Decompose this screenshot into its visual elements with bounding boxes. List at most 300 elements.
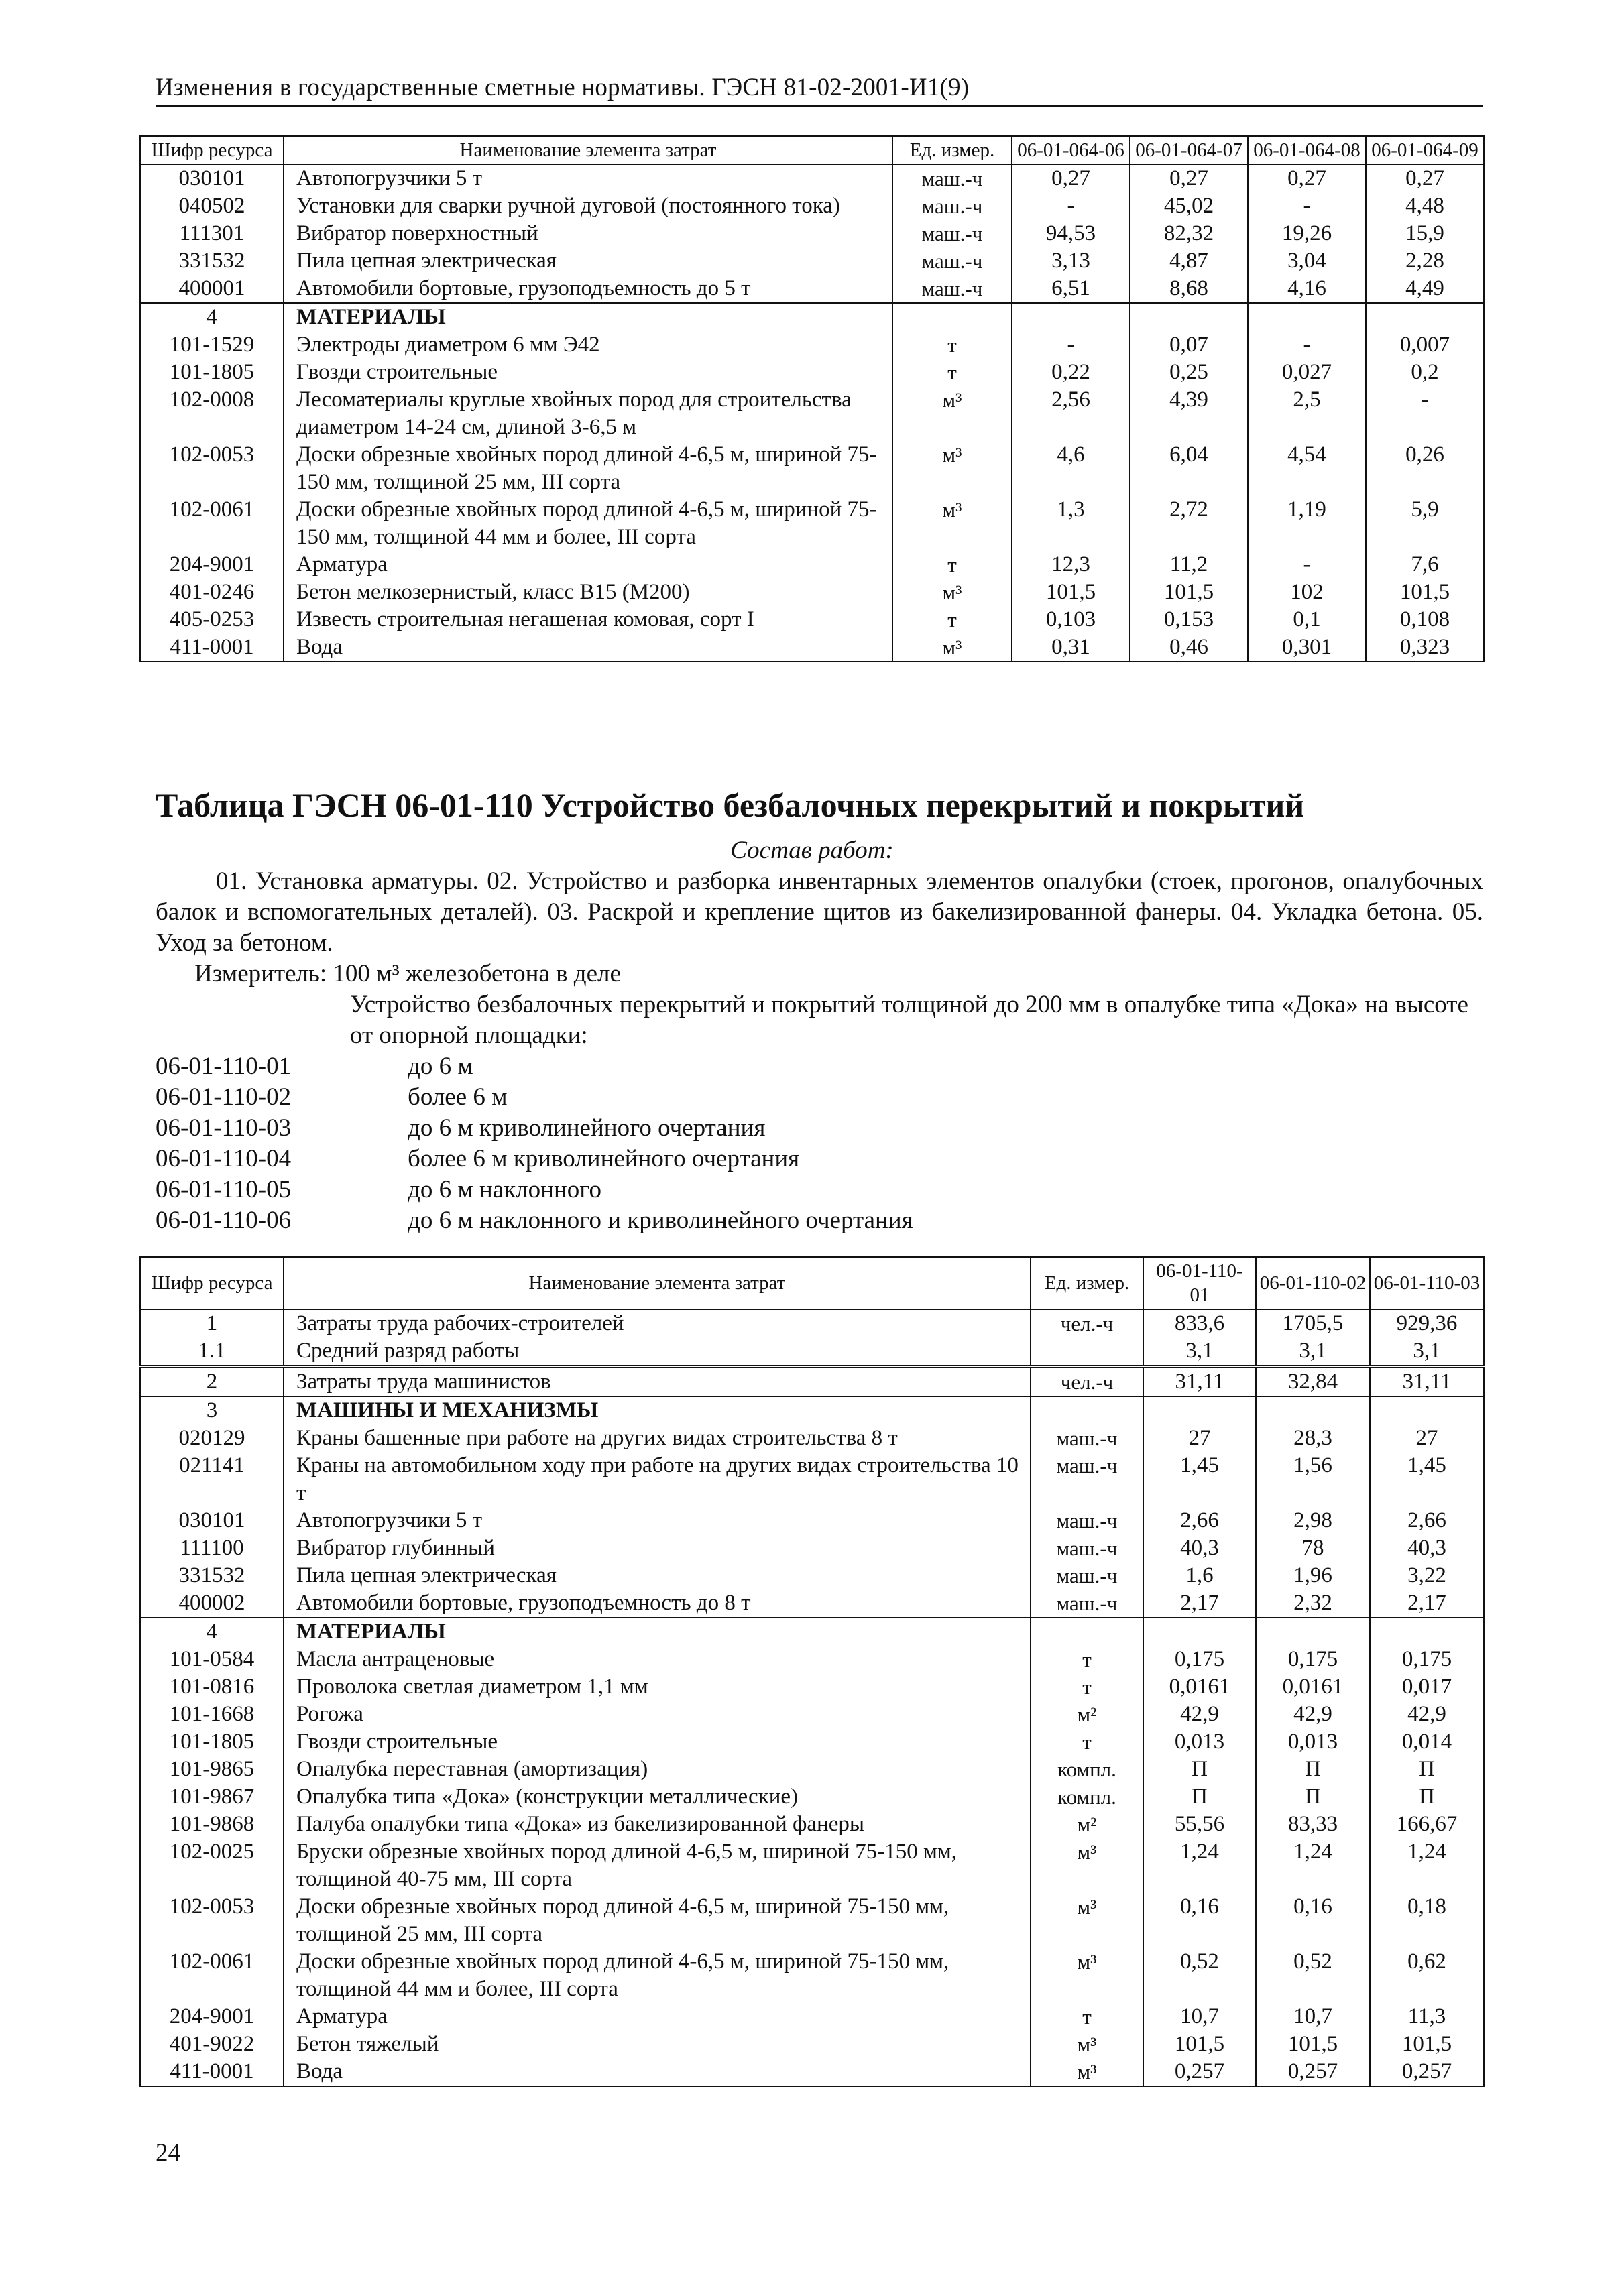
resource-code: 101-9865 [140,1756,284,1783]
variant-item [156,1113,913,1144]
norm-value-1: 833,6 [1143,1309,1256,1337]
norm-value-2: 4,87 [1130,247,1248,275]
works-heading: Состав работ: [730,837,894,864]
norm-value-1: 0,175 [1143,1646,1256,1673]
column-header-code: Шифр ресурса [140,1257,284,1309]
table-row [140,1396,1484,1425]
norm-value-4: 0,26 [1366,441,1484,496]
variant-item [156,1082,913,1113]
unit: т [892,606,1012,633]
norm-value-3: 3,04 [1248,247,1366,275]
norm-value-4 [1366,303,1484,331]
norm-value-3: 3,22 [1370,1562,1484,1589]
variant-code: 06-01-110-02 [156,1083,292,1111]
norm-value-2 [1130,303,1248,331]
resource-code: 040502 [140,192,284,220]
resource-code: 101-1805 [140,1728,284,1756]
norm-value-2: 1,56 [1256,1452,1370,1507]
norm-value-2: 0,16 [1256,1893,1370,1948]
norm-value-1: 40,3 [1143,1534,1256,1562]
norm-value-2: 3,1 [1256,1337,1370,1367]
unit: маш.-ч [1031,1507,1143,1534]
norm-value-4: 0,2 [1366,359,1484,386]
unit: маш.-ч [892,192,1012,220]
resource-code: 101-1529 [140,331,284,359]
column-header-code: Шифр ресурса [140,136,284,164]
variant-code: 06-01-110-04 [156,1145,292,1172]
unit: маш.-ч [892,164,1012,192]
unit: маш.-ч [1031,1452,1143,1507]
norm-value-2: 0,257 [1256,2058,1370,2086]
norm-value-2: 1,96 [1256,1562,1370,1589]
variant-code: 06-01-110-01 [156,1052,292,1080]
norm-value-3 [1370,1396,1484,1425]
table-row [140,551,1484,579]
norm-value-2: 0,0161 [1256,1673,1370,1701]
table-row [140,1618,1484,1646]
resource-name: Известь строительная негашеная комовая, сорт I [284,606,892,633]
norm-value-3: 2,66 [1370,1507,1484,1534]
unit: маш.-ч [1031,1425,1143,1452]
variant-code: 06-01-110-03 [156,1114,292,1142]
norm-value-1: 0,31 [1012,633,1130,662]
resource-code: 411-0001 [140,633,284,662]
resource-code: 400002 [140,1589,284,1618]
resource-name: Рогожа [284,1701,1031,1728]
unit: маш.-ч [892,220,1012,247]
unit: м³ [892,441,1012,496]
table-row [140,1589,1484,1618]
resource-table-064 [139,135,1485,662]
norm-value-3: 42,9 [1370,1701,1484,1728]
norm-value-1: 1,6 [1143,1562,1256,1589]
resource-name: Вода [284,2058,1031,2086]
unit: м² [1031,1701,1143,1728]
table-row [140,359,1484,386]
column-header-norm-4: 06-01-064-09 [1366,136,1484,164]
resource-code: 204-9001 [140,551,284,579]
table-row [140,303,1484,331]
table-row [140,1337,1484,1367]
resource-name: Автомобили бортовые, грузоподъемность до 8 т [284,1589,1031,1618]
norm-value-3: 1,45 [1370,1452,1484,1507]
variant-text: более 6 м [408,1083,508,1111]
table-row [140,1701,1484,1728]
resource-name: Краны на автомобильном ходу при работе на других видах строительства 10 т [284,1452,1031,1507]
norm-value-3 [1248,303,1366,331]
unit: т [1031,1646,1143,1673]
norm-value-3: 1,19 [1248,496,1366,551]
variant-code: 06-01-110-06 [156,1207,292,1234]
column-header-norm-1: 06-01-110-01 [1143,1257,1256,1309]
table-row [140,1893,1484,1948]
resource-name: МАТЕРИАЛЫ [284,1618,1031,1646]
resource-code: 102-0053 [140,441,284,496]
norm-value-3: 929,36 [1370,1309,1484,1337]
norm-value-1: 2,56 [1012,386,1130,441]
resource-name: Бетон тяжелый [284,2031,1031,2058]
resource-name: Краны башенные при работе на других видах строительства 8 т [284,1425,1031,1452]
norm-value-2: 28,3 [1256,1425,1370,1452]
norm-value-4: - [1366,386,1484,441]
table-row [140,164,1484,192]
norm-value-2: 2,32 [1256,1589,1370,1618]
norm-value-4: 101,5 [1366,579,1484,606]
table-row [140,2058,1484,2086]
norm-value-2: 10,7 [1256,2003,1370,2031]
table-row [140,1728,1484,1756]
norm-value-1: 2,17 [1143,1589,1256,1618]
variants-intro: Устройство безбалочных перекрытий и покрытий толщиной до 200 мм в опалубке типа «Дока» на высоте от опорной площадки: [350,991,1468,1049]
table-title: Таблица ГЭСН 06-01-110 Устройство безбалочных перекрытий и покрытий [156,786,1305,824]
norm-value-3 [1370,1618,1484,1646]
column-header-name: Наименование элемента затрат [284,136,892,164]
unit: маш.-ч [892,247,1012,275]
unit: т [1031,1673,1143,1701]
resource-code: 020129 [140,1425,284,1452]
norm-value-1: 10,7 [1143,2003,1256,2031]
norm-value-1: 0,27 [1012,164,1130,192]
norm-value-2: 1,24 [1256,1838,1370,1893]
resource-name: Вода [284,633,892,662]
norm-value-3: - [1248,192,1366,220]
norm-value-4: 5,9 [1366,496,1484,551]
norm-value-1: П [1143,1783,1256,1811]
table-row [140,1783,1484,1811]
resource-code: 2 [140,1367,284,1397]
resource-name: Лесоматериалы круглые хвойных пород для строительства диаметром 14-24 см, длиной 3-6,5 м [284,386,892,441]
unit: м³ [1031,2031,1143,2058]
unit: т [892,331,1012,359]
norm-value-4: 0,27 [1366,164,1484,192]
resource-name: Масла антраценовые [284,1646,1031,1673]
table-row [140,331,1484,359]
norm-value-2: 42,9 [1256,1701,1370,1728]
unit: компл. [1031,1756,1143,1783]
norm-value-1: 101,5 [1143,2031,1256,2058]
norm-value-1: 101,5 [1012,579,1130,606]
norm-value-3: 0,017 [1370,1673,1484,1701]
column-header-norm-1: 06-01-064-06 [1012,136,1130,164]
norm-value-2 [1256,1618,1370,1646]
resource-code: 101-0584 [140,1646,284,1673]
resource-code: 101-9867 [140,1783,284,1811]
resource-code: 3 [140,1396,284,1425]
variant-code: 06-01-110-05 [156,1176,292,1203]
resource-name: Доски обрезные хвойных пород длиной 4-6,5 м, шириной 75-150 мм, толщиной 25 мм, III сорта [284,1893,1031,1948]
table-row [140,386,1484,441]
unit: компл. [1031,1783,1143,1811]
resource-code: 101-1668 [140,1701,284,1728]
norm-value-1: 0,257 [1143,2058,1256,2086]
norm-value-3: 102 [1248,579,1366,606]
table-row [140,579,1484,606]
table-row [140,1534,1484,1562]
table-row [140,1673,1484,1701]
norm-value-3: 166,67 [1370,1811,1484,1838]
norm-value-1 [1143,1396,1256,1425]
resource-code: 401-9022 [140,2031,284,2058]
norm-value-3: 0,175 [1370,1646,1484,1673]
unit: чел.-ч [1031,1309,1143,1337]
norm-value-2: П [1256,1756,1370,1783]
norm-value-1: 4,6 [1012,441,1130,496]
meter-text: Измеритель: 100 м³ железобетона в деле [194,960,621,987]
table-row [140,1646,1484,1673]
unit: т [892,359,1012,386]
norm-value-2 [1256,1396,1370,1425]
resource-name: Вибратор поверхностный [284,220,892,247]
norm-value-2: 82,32 [1130,220,1248,247]
variant-item [156,1144,913,1174]
norm-value-1: - [1012,331,1130,359]
norm-value-2: 32,84 [1256,1367,1370,1397]
norm-value-2: 78 [1256,1534,1370,1562]
norm-value-3: - [1248,551,1366,579]
resource-name: Вибратор глубинный [284,1534,1031,1562]
resource-code: 111100 [140,1534,284,1562]
resource-name: Бетон мелкозернистый, класс В15 (М200) [284,579,892,606]
norm-value-1: 1,24 [1143,1838,1256,1893]
table-row [140,1367,1484,1397]
norm-value-4: 15,9 [1366,220,1484,247]
resource-code: 204-9001 [140,2003,284,2031]
resource-name: Пила цепная электрическая [284,1562,1031,1589]
norm-value-1: 0,16 [1143,1893,1256,1948]
variants-list [156,1051,913,1236]
norm-value-3: 31,11 [1370,1367,1484,1397]
norm-value-4: 2,28 [1366,247,1484,275]
unit: т [1031,2003,1143,2031]
variant-item [156,1051,913,1082]
norm-value-1: 2,66 [1143,1507,1256,1534]
variant-text: до 6 м наклонного и криволинейного очертания [408,1207,913,1234]
norm-value-4: 7,6 [1366,551,1484,579]
column-header-norm-3: 06-01-110-03 [1370,1257,1484,1309]
unit: м² [1031,1811,1143,1838]
norm-value-1: 0,0161 [1143,1673,1256,1701]
norm-value-3: 0,014 [1370,1728,1484,1756]
resource-name: Палуба опалубки типа «Дока» из бакелизированной фанеры [284,1811,1031,1838]
resource-code: 021141 [140,1452,284,1507]
resource-name: Автопогрузчики 5 т [284,164,892,192]
column-header-norm-3: 06-01-064-08 [1248,136,1366,164]
column-header-norm-2: 06-01-110-02 [1256,1257,1370,1309]
resource-code: 030101 [140,1507,284,1534]
norm-value-2: 101,5 [1256,2031,1370,2058]
variant-text: до 6 м [408,1052,473,1080]
table-row [140,1425,1484,1452]
norm-value-1: 1,45 [1143,1452,1256,1507]
norm-value-1: 27 [1143,1425,1256,1452]
norm-value-1: 12,3 [1012,551,1130,579]
norm-value-4: 4,48 [1366,192,1484,220]
resource-code: 331532 [140,247,284,275]
unit: м³ [892,579,1012,606]
norm-value-4: 4,49 [1366,275,1484,303]
norm-value-3: 3,1 [1370,1337,1484,1367]
norm-value-2: 0,46 [1130,633,1248,662]
norm-value-2: 11,2 [1130,551,1248,579]
column-header-norm-2: 06-01-064-07 [1130,136,1248,164]
norm-value-1: 94,53 [1012,220,1130,247]
resource-name: Доски обрезные хвойных пород длиной 4-6,5 м, шириной 75-150 мм, толщиной 44 мм и более, III сорта [284,496,892,551]
norm-value-2: 0,27 [1130,164,1248,192]
norm-value-2: 6,04 [1130,441,1248,496]
resource-name: Электроды диаметром 6 мм Э42 [284,331,892,359]
table-row [140,1309,1484,1337]
norm-value-2: 0,153 [1130,606,1248,633]
norm-value-1: 31,11 [1143,1367,1256,1397]
table-row [140,1507,1484,1534]
norm-value-1 [1012,303,1130,331]
norm-value-1: 42,9 [1143,1701,1256,1728]
norm-value-2: 0,07 [1130,331,1248,359]
resource-code: 101-1805 [140,359,284,386]
resource-code: 405-0253 [140,606,284,633]
norm-value-1: 1,3 [1012,496,1130,551]
resource-code: 102-0061 [140,496,284,551]
resource-name: Бруски обрезные хвойных пород длиной 4-6,5 м, шириной 75-150 мм, толщиной 40-75 мм, III сорта [284,1838,1031,1893]
resource-name: Средний разряд работы [284,1337,1031,1367]
norm-value-3: 40,3 [1370,1534,1484,1562]
norm-value-3: П [1370,1756,1484,1783]
norm-value-3: 0,027 [1248,359,1366,386]
norm-value-1: 3,1 [1143,1337,1256,1367]
unit: маш.-ч [1031,1562,1143,1589]
norm-value-4: 0,007 [1366,331,1484,359]
table-row [140,220,1484,247]
unit: м³ [1031,2058,1143,2086]
norm-value-2: 8,68 [1130,275,1248,303]
unit: т [1031,1728,1143,1756]
resource-name: Доски обрезные хвойных пород длиной 4-6,5 м, шириной 75-150 мм, толщиной 25 мм, III сорта [284,441,892,496]
resource-code: 401-0246 [140,579,284,606]
norm-value-1: - [1012,192,1130,220]
norm-value-1: П [1143,1756,1256,1783]
variant-text: до 6 м криволинейного очертания [408,1114,766,1142]
resource-name: Арматура [284,551,892,579]
column-header-unit: Ед. измер. [892,136,1012,164]
table-row [140,2031,1484,2058]
norm-value-3: 2,17 [1370,1589,1484,1618]
table-row [140,2003,1484,2031]
variant-item [156,1205,913,1236]
norm-value-3: 19,26 [1248,220,1366,247]
unit [1031,1618,1143,1646]
resource-table-110 [139,1256,1485,2087]
resource-name: Установки для сварки ручной дуговой (постоянного тока) [284,192,892,220]
resource-name: МАТЕРИАЛЫ [284,303,892,331]
norm-value-2: 2,98 [1256,1507,1370,1534]
unit: м³ [1031,1893,1143,1948]
norm-value-3: 0,301 [1248,633,1366,662]
norm-value-3: 11,3 [1370,2003,1484,2031]
norm-value-2: П [1256,1783,1370,1811]
resource-name: Гвозди строительные [284,359,892,386]
norm-value-2: 4,39 [1130,386,1248,441]
norm-value-3: 2,5 [1248,386,1366,441]
unit: м³ [1031,1948,1143,2003]
resource-name: Пила цепная электрическая [284,247,892,275]
resource-code: 331532 [140,1562,284,1589]
norm-value-1: 6,51 [1012,275,1130,303]
variant-text: до 6 м наклонного [408,1176,602,1203]
table-row [140,606,1484,633]
norm-value-3: 101,5 [1370,2031,1484,2058]
resource-name: Автопогрузчики 5 т [284,1507,1031,1534]
norm-value-2: 101,5 [1130,579,1248,606]
unit: м³ [1031,1838,1143,1893]
table-row [140,1562,1484,1589]
unit: чел.-ч [1031,1367,1143,1397]
table-header-row [140,136,1484,164]
table-row [140,1838,1484,1893]
page-header: Изменения в государственные сметные нормативы. ГЭСН 81-02-2001-И1(9) [156,72,1483,107]
variant-item [156,1174,913,1205]
table-row [140,1452,1484,1507]
norm-value-1: 0,52 [1143,1948,1256,2003]
unit [1031,1396,1143,1425]
variant-text: более 6 м криволинейного очертания [408,1145,800,1172]
resource-name: Автомобили бортовые, грузоподъемность до 5 т [284,275,892,303]
unit [1031,1337,1143,1367]
norm-value-3: 0,18 [1370,1893,1484,1948]
norm-value-3: П [1370,1783,1484,1811]
norm-value-2: 0,25 [1130,359,1248,386]
resource-name: Затраты труда рабочих-строителей [284,1309,1031,1337]
norm-value-1 [1143,1618,1256,1646]
unit: маш.-ч [892,275,1012,303]
unit: м³ [892,496,1012,551]
resource-name: Проволока светлая диаметром 1,1 мм [284,1673,1031,1701]
resource-name: Опалубка типа «Дока» (конструкции металлические) [284,1783,1031,1811]
resource-code: 102-0053 [140,1893,284,1948]
resource-code: 111301 [140,220,284,247]
norm-value-1: 3,13 [1012,247,1130,275]
norm-value-1: 0,013 [1143,1728,1256,1756]
resource-code: 4 [140,1618,284,1646]
resource-code: 101-0816 [140,1673,284,1701]
norm-value-2: 0,52 [1256,1948,1370,2003]
resource-name: Затраты труда машинистов [284,1367,1031,1397]
table-row [140,441,1484,496]
unit [892,303,1012,331]
resource-name: МАШИНЫ И МЕХАНИЗМЫ [284,1396,1031,1425]
resource-code: 102-0061 [140,1948,284,2003]
table-row [140,1756,1484,1783]
norm-value-3: 4,16 [1248,275,1366,303]
resource-code: 102-0008 [140,386,284,441]
norm-value-3: 0,27 [1248,164,1366,192]
resource-code: 1 [140,1309,284,1337]
resource-code: 030101 [140,164,284,192]
norm-value-3: 1,24 [1370,1838,1484,1893]
table-row [140,192,1484,220]
column-header-unit: Ед. измер. [1031,1257,1143,1309]
norm-value-4: 0,323 [1366,633,1484,662]
resource-name: Опалубка переставная (амортизация) [284,1756,1031,1783]
resource-code: 4 [140,303,284,331]
unit: м³ [892,386,1012,441]
page-number: 24 [156,2139,180,2167]
resource-code: 102-0025 [140,1838,284,1893]
norm-value-3: 27 [1370,1425,1484,1452]
table-row [140,275,1484,303]
norm-value-2: 45,02 [1130,192,1248,220]
norm-value-3: 0,1 [1248,606,1366,633]
resource-code: 400001 [140,275,284,303]
